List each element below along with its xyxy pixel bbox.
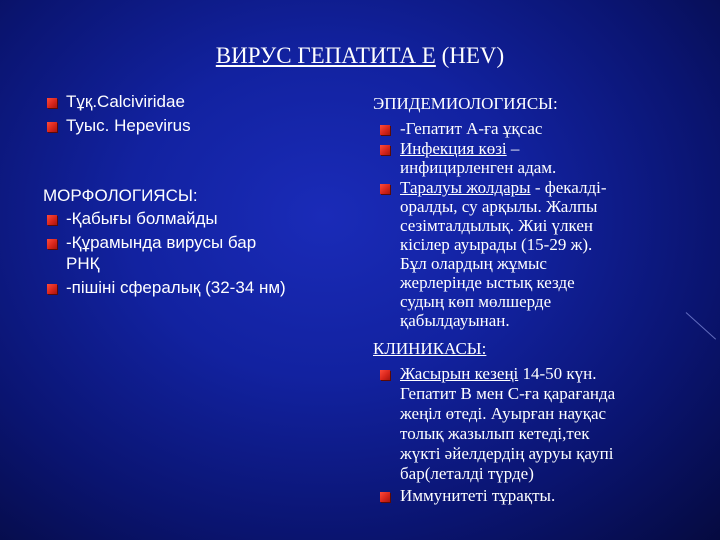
- epi-routes-line: Бұл олардың жұмыс: [400, 254, 547, 273]
- clinic-incubation-line: жүкті әйелдердің ауруы қаупі: [400, 444, 614, 463]
- epi-source-label: Инфекция көзі: [400, 139, 507, 158]
- epi-routes-line: жерлерінде ыстық кезде: [400, 273, 575, 292]
- epi-source-dash: –: [506, 139, 520, 158]
- clinic-incubation-line: Гепатит В мен С-ға қарағанда: [400, 384, 616, 403]
- morphology-item-shape: -пішіні сфералық (32-34 нм): [66, 278, 286, 297]
- epi-routes-line: судың көп мөлшерде: [400, 292, 552, 311]
- bullet-icon: [380, 145, 390, 155]
- epi-item-source: [400, 139, 519, 158]
- clinic-item-immunity: Иммунитеті тұрақты.: [400, 486, 556, 505]
- bullet-icon: [380, 125, 390, 135]
- clinic-item-incubation: [400, 364, 597, 383]
- epi-item-similarity: -Гепатит А-ға ұқсас: [400, 119, 543, 138]
- bullet-icon: [380, 492, 390, 502]
- taxonomy-genus: Туыс. Hepevirus: [66, 116, 191, 135]
- epi-item-source-cont: инфицирленген адам.: [400, 158, 557, 177]
- morphology-heading: МОРФОЛОГИЯСЫ:: [43, 186, 198, 205]
- epi-routes-line: кісілер ауырады (15-29 ж).: [400, 235, 593, 254]
- epi-routes-rest: - фекалді-: [530, 178, 607, 197]
- epi-routes-label: Таралуы жолдары: [400, 178, 531, 197]
- title-abbrev: (HEV): [441, 43, 505, 68]
- morphology-item-envelope: -Қабығы болмайды: [66, 209, 218, 228]
- slide-title: [0, 42, 720, 70]
- clinic-incubation-line: толық жазылып кетеді,тек: [400, 424, 590, 443]
- epi-item-routes: [400, 178, 607, 197]
- decorative-line: [686, 312, 716, 340]
- clinic-heading: КЛИНИКАСЫ:: [373, 339, 487, 358]
- bullet-icon: [47, 122, 57, 132]
- bullet-icon: [380, 184, 390, 194]
- morphology-item-genome: -Құрамында вирусы бар: [66, 233, 257, 252]
- clinic-incubation-label: Жасырын кезеңі: [400, 364, 519, 383]
- bullet-icon: [47, 284, 57, 294]
- epi-routes-line: оралды, су арқылы. Жалпы: [400, 197, 598, 216]
- taxonomy-family: Тұқ.Calciviridae: [66, 92, 185, 111]
- clinic-incubation-line: жеңіл өтеді. Ауырған науқас: [400, 404, 607, 423]
- epi-routes-line: қабылдауынан.: [400, 311, 510, 330]
- title-underlined: ВИРУС ГЕПАТИТА Е: [215, 43, 436, 68]
- clinic-incubation-line: бар(леталді түрде): [400, 464, 534, 483]
- clinic-incubation-rest: 14-50 күн.: [518, 364, 597, 383]
- bullet-icon: [47, 98, 57, 108]
- bullet-icon: [47, 239, 57, 249]
- morphology-item-genome-cont: РНҚ: [66, 254, 100, 273]
- bullet-icon: [380, 370, 390, 380]
- epi-routes-line: сезімталдылық. Жиі үлкен: [400, 216, 594, 235]
- epidemiology-heading: ЭПИДЕМИОЛОГИЯСЫ:: [373, 94, 558, 113]
- bullet-icon: [47, 215, 57, 225]
